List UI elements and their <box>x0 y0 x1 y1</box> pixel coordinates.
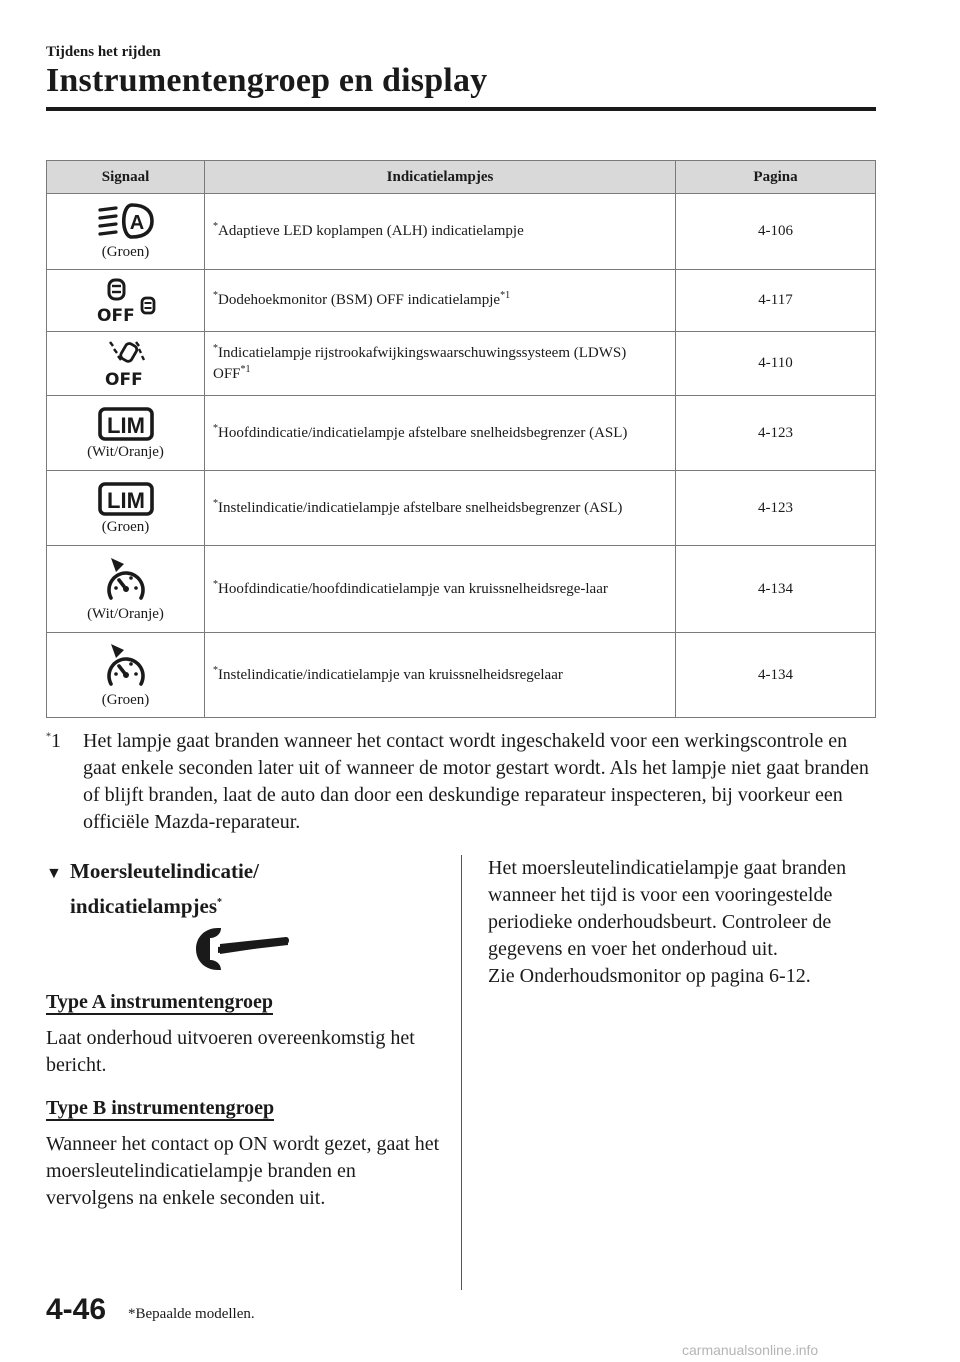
indicator-description: *Adaptieve LED koplampen (ALH) indicatielampje <box>205 194 676 270</box>
indicator-description: *Indicatielampje rijstrookafwijkingswaarschuwingssysteem (LDWS) OFF$^{*1}$ <box>205 332 676 396</box>
signal-color-label: (Wit/Oranje) <box>87 605 164 622</box>
signal-cell <box>47 396 205 471</box>
right-column <box>488 855 888 990</box>
svg-text:OFF: OFF <box>104 369 143 389</box>
signal-cell <box>47 270 205 332</box>
svg-text:LIM: LIM <box>106 412 145 438</box>
footnote-ref: *1 <box>500 290 511 301</box>
indicator-description: *Hoofdindicatie/hoofdindicatielampje van kruissnelheidsrege-laar <box>205 546 676 633</box>
indicator-description: *Instelindicatie/indicatielampje afstelbare snelheidsbegrenzer (ASL) <box>205 471 676 546</box>
footnote-ref: *1 <box>240 363 251 375</box>
signal-cell <box>47 546 205 633</box>
signal-cell <box>47 633 205 718</box>
signal-color-label: (Groen) <box>101 691 150 708</box>
type-b-text: Wanneer het contact op ON wordt gezet, gaat het moersleutelindicatielampje branden en vervolgens na enkele seconden uit. <box>46 1133 440 1209</box>
page-reference: 4-110 <box>676 332 876 396</box>
model-asterisk: * <box>213 422 218 434</box>
indicator-description: *Instelindicatie/indicatielampje van kruissnelheidsregelaar <box>205 633 676 718</box>
triangle-bullet-icon: ▼ <box>46 865 62 882</box>
column-header-page: Pagina <box>676 161 876 194</box>
table-row <box>47 194 876 270</box>
left-column <box>46 983 446 1222</box>
type-a-heading: Type A instrumentengroep <box>46 991 274 1013</box>
page-reference: 4-123 <box>676 396 876 471</box>
cruise-icon <box>102 642 150 690</box>
page-number: 4-46 <box>46 1293 107 1326</box>
model-asterisk: * <box>217 897 222 908</box>
page-reference: 4-134 <box>676 633 876 718</box>
signal-color-label: (Wit/Oranje) <box>87 443 164 460</box>
footer-note: *Bepaalde modellen. <box>128 1306 255 1322</box>
model-asterisk: * <box>213 221 218 232</box>
lim-icon <box>97 481 155 517</box>
signal-table <box>46 160 876 718</box>
right-paragraph: Het moersleutelindicatielampje gaat branden wanneer het tijd is voor een vooringestelde periodieke onderhoudsbeurt. Controleer de gegevens en voer het onderhoud uit. <box>488 857 847 960</box>
wrench-icon <box>194 924 292 974</box>
indicator-description: *Hoofdindicatie/indicatielampje afstelbare snelheidsbegrenzer (ASL) <box>205 396 676 471</box>
signal-cell <box>47 194 205 270</box>
svg-text:A: A <box>129 212 144 234</box>
page-reference: 4-106 <box>676 194 876 270</box>
model-asterisk: * <box>213 497 218 509</box>
signal-cell <box>47 471 205 546</box>
table-header-row <box>47 161 876 194</box>
table-row <box>47 546 876 633</box>
page-reference: 4-123 <box>676 471 876 546</box>
svg-text:OFF: OFF <box>96 305 135 324</box>
page-reference: 4-117 <box>676 270 876 332</box>
model-asterisk: * <box>213 664 218 676</box>
section-label: Tijdens het rijden <box>46 44 161 60</box>
alh-icon <box>96 202 156 242</box>
cruise-icon <box>102 556 150 604</box>
column-header-indicators: Indicatielampjes <box>205 161 676 194</box>
signal-color-label: (Groen) <box>101 244 150 260</box>
column-divider <box>461 855 462 1290</box>
section-heading: ▼ Moersleutelindicatie/ indicatielampjes* <box>46 859 259 918</box>
table-row <box>47 396 876 471</box>
watermark: carmanualsonline.info <box>682 1342 819 1358</box>
type-b-heading: Type B instrumentengroep <box>46 1097 275 1119</box>
model-asterisk: * <box>213 290 218 301</box>
svg-text:LIM: LIM <box>106 487 145 513</box>
bsm-off-icon <box>94 278 158 324</box>
signal-cell <box>47 332 205 396</box>
table-row <box>47 471 876 546</box>
signal-color-label: (Groen) <box>101 518 150 535</box>
column-header-signal: Signaal <box>47 161 205 194</box>
footnote-mark: *1 <box>46 730 61 752</box>
page-title: Instrumentengroep en display <box>46 62 488 99</box>
ldws-off-icon <box>98 339 154 389</box>
model-asterisk: * <box>213 342 218 354</box>
cross-reference: Zie Onderhoudsmonitor op pagina 6-12. <box>488 965 811 987</box>
title-rule <box>46 107 876 111</box>
footnote-text: Het lampje gaat branden wanneer het contact wordt ingeschakeld voor een werkingscontrole en gaat enkele seconden later uit of wanneer de motor gestart wordt. Als het lampje niet gaat branden of blijft branden, laat de auto dan door een deskundige reparateur inspecteren, bij voorkeur een officiële Mazda-reparateur. <box>83 730 869 833</box>
lim-icon <box>97 406 155 442</box>
footnote <box>46 728 876 836</box>
page-reference: 4-134 <box>676 546 876 633</box>
table-row <box>47 633 876 718</box>
type-a-text: Laat onderhoud uitvoeren overeenkomstig het bericht. <box>46 1027 415 1076</box>
table-row <box>47 332 876 396</box>
model-asterisk: * <box>213 578 218 590</box>
table-row <box>47 270 876 332</box>
indicator-description: *Dodehoekmonitor (BSM) OFF indicatielampje$^{*1}$ <box>205 270 676 332</box>
